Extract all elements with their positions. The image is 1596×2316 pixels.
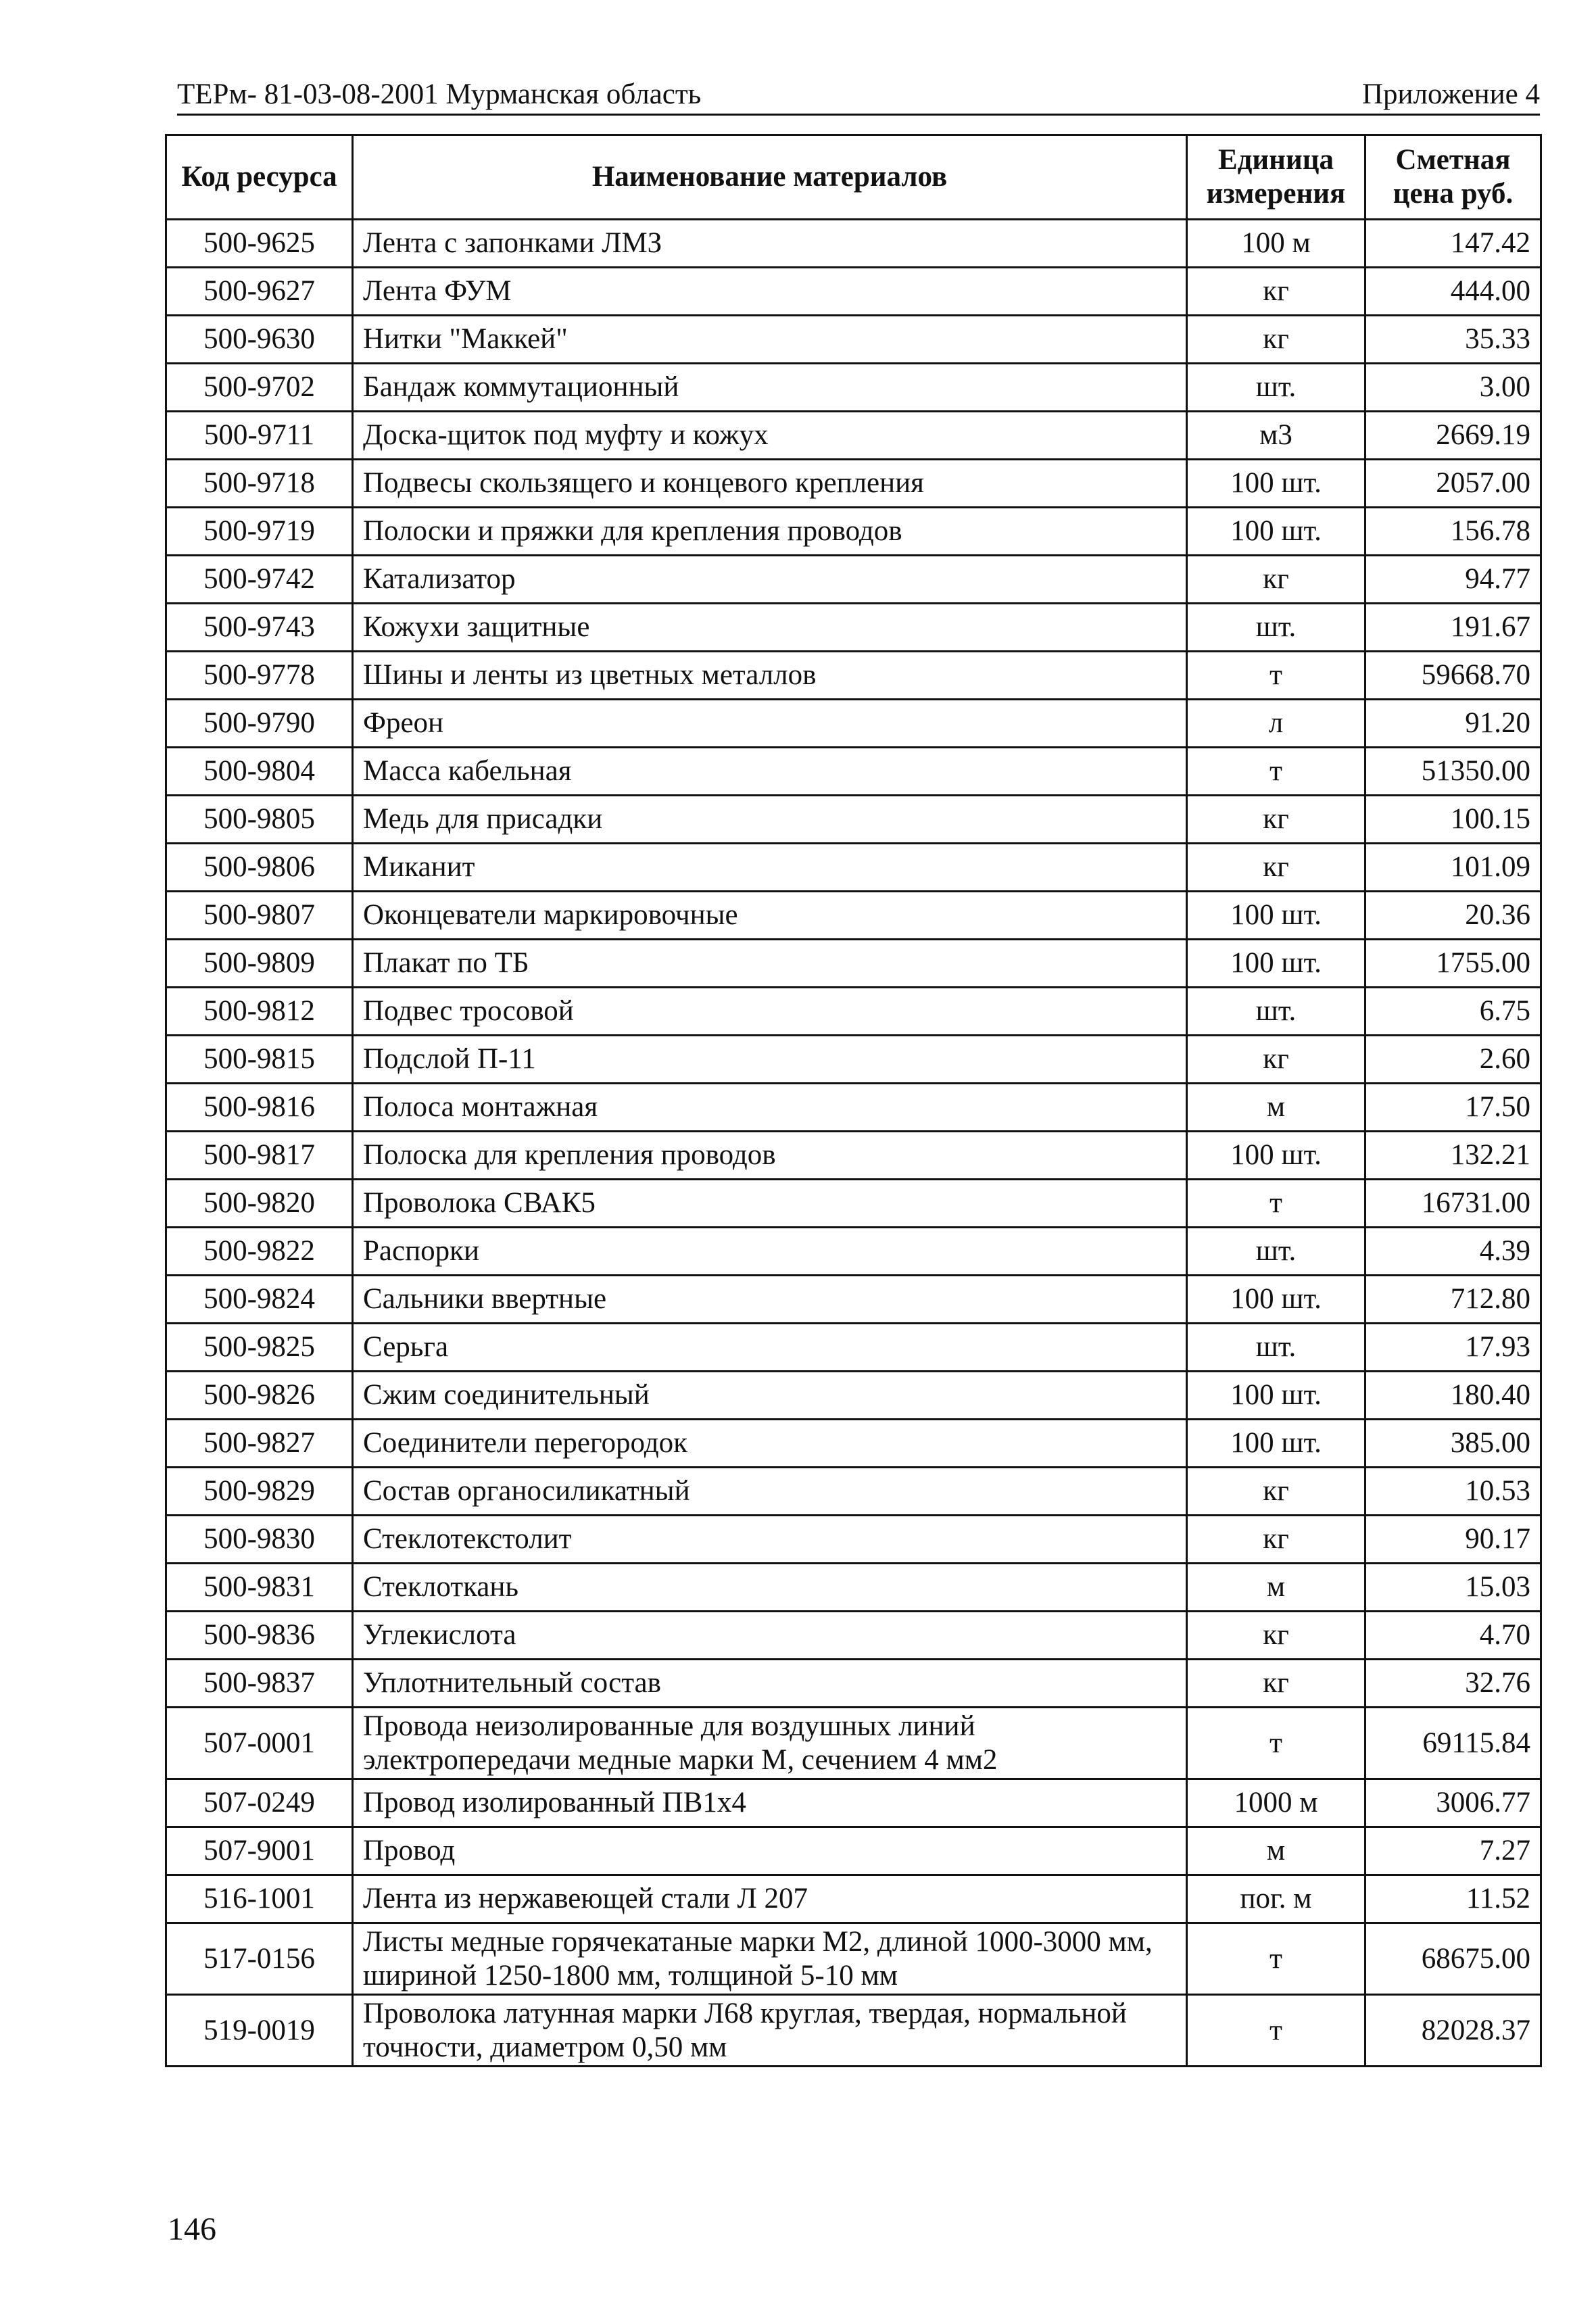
- table-row: [166, 1660, 1541, 1708]
- price-cell: 4.70: [1365, 1612, 1541, 1660]
- table-row: [166, 364, 1541, 412]
- material-name-cell: Доска-щиток под муфту и кожух: [353, 412, 1187, 460]
- price-cell: 132.21: [1365, 1132, 1541, 1180]
- table-row: [166, 1372, 1541, 1420]
- resource-code-cell: 500-9742: [166, 556, 353, 604]
- table-body: [166, 220, 1541, 2067]
- material-name-cell: Оконцеватели маркировочные: [353, 892, 1187, 940]
- material-name-cell: Проволока СВАК5: [353, 1180, 1187, 1228]
- material-name-cell: Проволока латунная марки Л68 круглая, твердая, нормальной точности, диаметром 0,50 мм: [353, 1995, 1187, 2067]
- table-row: [166, 1708, 1541, 1779]
- material-name-cell: Фреон: [353, 700, 1187, 748]
- resource-code-cell: 500-9824: [166, 1276, 353, 1324]
- material-name-cell: Углекислота: [353, 1612, 1187, 1660]
- resource-code-cell: 500-9829: [166, 1468, 353, 1516]
- unit-cell: шт.: [1187, 604, 1365, 652]
- material-name-cell: Соединители перегородок: [353, 1420, 1187, 1468]
- material-name-cell: Провода неизолированные для воздушных линий электропередачи медные марки М, сечением 4 мм2: [353, 1708, 1187, 1779]
- column-header-price: Сметная цена руб.: [1365, 135, 1541, 220]
- appendix-label: Приложение 4: [1361, 78, 1540, 110]
- resource-code-cell: 500-9702: [166, 364, 353, 412]
- price-cell: 82028.37: [1365, 1995, 1541, 2067]
- price-cell: 4.39: [1365, 1228, 1541, 1276]
- material-name-cell: Шины и ленты из цветных металлов: [353, 652, 1187, 700]
- table-row: [166, 796, 1541, 844]
- table-row: [166, 1132, 1541, 1180]
- column-header-code: Код ресурса: [166, 135, 353, 220]
- price-cell: 444.00: [1365, 268, 1541, 316]
- table-row: [166, 412, 1541, 460]
- header-divider: [177, 114, 1540, 116]
- table-row: [166, 220, 1541, 268]
- unit-cell: шт.: [1187, 364, 1365, 412]
- unit-cell: м: [1187, 1564, 1365, 1612]
- unit-cell: 100 шт.: [1187, 1276, 1365, 1324]
- resource-code-cell: 500-9743: [166, 604, 353, 652]
- material-name-cell: Плакат по ТБ: [353, 940, 1187, 988]
- unit-cell: 100 шт.: [1187, 1372, 1365, 1420]
- unit-cell: м: [1187, 1827, 1365, 1875]
- table-row: [166, 1036, 1541, 1084]
- price-cell: 6.75: [1365, 988, 1541, 1036]
- resource-code-cell: 507-9001: [166, 1827, 353, 1875]
- price-cell: 94.77: [1365, 556, 1541, 604]
- unit-cell: 100 шт.: [1187, 940, 1365, 988]
- material-name-cell: Бандаж коммутационный: [353, 364, 1187, 412]
- unit-cell: м: [1187, 1084, 1365, 1132]
- resource-code-cell: 517-0156: [166, 1923, 353, 1995]
- resource-code-cell: 500-9837: [166, 1660, 353, 1708]
- price-cell: 3.00: [1365, 364, 1541, 412]
- material-name-cell: Полоски и пряжки для крепления проводов: [353, 508, 1187, 556]
- material-name-cell: Медь для присадки: [353, 796, 1187, 844]
- table-row: [166, 1324, 1541, 1372]
- price-cell: 100.15: [1365, 796, 1541, 844]
- unit-cell: т: [1187, 1995, 1365, 2067]
- price-cell: 191.67: [1365, 604, 1541, 652]
- resource-code-cell: 500-9719: [166, 508, 353, 556]
- unit-cell: кг: [1187, 1036, 1365, 1084]
- table-row: [166, 748, 1541, 796]
- price-cell: 3006.77: [1365, 1779, 1541, 1827]
- material-name-cell: Стеклотекстолит: [353, 1516, 1187, 1564]
- material-name-cell: Состав органосиликатный: [353, 1468, 1187, 1516]
- resource-code-cell: 500-9815: [166, 1036, 353, 1084]
- unit-cell: л: [1187, 700, 1365, 748]
- unit-cell: 100 шт.: [1187, 460, 1365, 508]
- material-name-cell: Провод: [353, 1827, 1187, 1875]
- unit-cell: кг: [1187, 556, 1365, 604]
- price-cell: 2057.00: [1365, 460, 1541, 508]
- table-row: [166, 1995, 1541, 2067]
- material-name-cell: Стеклоткань: [353, 1564, 1187, 1612]
- material-name-cell: Уплотнительный состав: [353, 1660, 1187, 1708]
- resource-code-cell: 500-9711: [166, 412, 353, 460]
- table-row: [166, 940, 1541, 988]
- material-name-cell: Нитки "Маккей": [353, 316, 1187, 364]
- price-cell: 16731.00: [1365, 1180, 1541, 1228]
- unit-cell: м3: [1187, 412, 1365, 460]
- price-cell: 69115.84: [1365, 1708, 1541, 1779]
- table-row: [166, 1779, 1541, 1827]
- resource-code-cell: 516-1001: [166, 1875, 353, 1923]
- price-cell: 20.36: [1365, 892, 1541, 940]
- material-name-cell: Кожухи защитные: [353, 604, 1187, 652]
- table-row: [166, 892, 1541, 940]
- resource-code-cell: 507-0001: [166, 1708, 353, 1779]
- material-name-cell: Лента ФУМ: [353, 268, 1187, 316]
- unit-cell: шт.: [1187, 1228, 1365, 1276]
- price-cell: 68675.00: [1365, 1923, 1541, 1995]
- price-cell: 90.17: [1365, 1516, 1541, 1564]
- table-header-row: [166, 135, 1541, 220]
- resource-code-cell: 500-9630: [166, 316, 353, 364]
- resource-code-cell: 519-0019: [166, 1995, 353, 2067]
- table-row: [166, 1875, 1541, 1923]
- table-row: [166, 1827, 1541, 1875]
- price-cell: 7.27: [1365, 1827, 1541, 1875]
- page-number: 146: [168, 2211, 216, 2247]
- resource-code-cell: 500-9825: [166, 1324, 353, 1372]
- unit-cell: шт.: [1187, 1324, 1365, 1372]
- unit-cell: т: [1187, 748, 1365, 796]
- unit-cell: кг: [1187, 1612, 1365, 1660]
- table-row: [166, 1084, 1541, 1132]
- resource-code-cell: 507-0249: [166, 1779, 353, 1827]
- table-row: [166, 1468, 1541, 1516]
- resource-code-cell: 500-9817: [166, 1132, 353, 1180]
- material-name-cell: Сжим соединительный: [353, 1372, 1187, 1420]
- price-cell: 1755.00: [1365, 940, 1541, 988]
- unit-cell: 100 шт.: [1187, 892, 1365, 940]
- unit-cell: пог. м: [1187, 1875, 1365, 1923]
- price-cell: 2.60: [1365, 1036, 1541, 1084]
- page-header: [177, 74, 1540, 115]
- table-row: [166, 508, 1541, 556]
- table-row: [166, 1564, 1541, 1612]
- table-row: [166, 556, 1541, 604]
- table-row: [166, 844, 1541, 892]
- table-row: [166, 1180, 1541, 1228]
- price-cell: 2669.19: [1365, 412, 1541, 460]
- table-row: [166, 988, 1541, 1036]
- material-name-cell: Масса кабельная: [353, 748, 1187, 796]
- resource-code-cell: 500-9790: [166, 700, 353, 748]
- price-cell: 156.78: [1365, 508, 1541, 556]
- column-header-unit: Единица измерения: [1187, 135, 1365, 220]
- unit-cell: т: [1187, 1708, 1365, 1779]
- material-name-cell: Лента из нержавеющей стали Л 207: [353, 1875, 1187, 1923]
- document-title: ТЕРм- 81-03-08-2001 Мурманская область: [177, 78, 702, 110]
- material-name-cell: Подвесы скользящего и концевого крепления: [353, 460, 1187, 508]
- price-cell: 91.20: [1365, 700, 1541, 748]
- price-cell: 32.76: [1365, 1660, 1541, 1708]
- resource-code-cell: 500-9816: [166, 1084, 353, 1132]
- price-cell: 180.40: [1365, 1372, 1541, 1420]
- table-row: [166, 460, 1541, 508]
- unit-cell: т: [1187, 1923, 1365, 1995]
- material-name-cell: Серьга: [353, 1324, 1187, 1372]
- unit-cell: 1000 м: [1187, 1779, 1365, 1827]
- unit-cell: кг: [1187, 1660, 1365, 1708]
- resource-code-cell: 500-9822: [166, 1228, 353, 1276]
- material-name-cell: Миканит: [353, 844, 1187, 892]
- table-row: [166, 1420, 1541, 1468]
- unit-cell: шт.: [1187, 988, 1365, 1036]
- unit-cell: кг: [1187, 316, 1365, 364]
- resource-code-cell: 500-9809: [166, 940, 353, 988]
- material-name-cell: Распорки: [353, 1228, 1187, 1276]
- resource-code-cell: 500-9804: [166, 748, 353, 796]
- material-name-cell: Катализатор: [353, 556, 1187, 604]
- material-name-cell: Лента с запонками ЛМЗ: [353, 220, 1187, 268]
- table-row: [166, 1276, 1541, 1324]
- resource-code-cell: 500-9805: [166, 796, 353, 844]
- unit-cell: кг: [1187, 1516, 1365, 1564]
- material-name-cell: Сальники ввертные: [353, 1276, 1187, 1324]
- price-cell: 147.42: [1365, 220, 1541, 268]
- price-cell: 35.33: [1365, 316, 1541, 364]
- price-cell: 17.50: [1365, 1084, 1541, 1132]
- resource-code-cell: 500-9827: [166, 1420, 353, 1468]
- resource-code-cell: 500-9627: [166, 268, 353, 316]
- price-cell: 385.00: [1365, 1420, 1541, 1468]
- unit-cell: 100 шт.: [1187, 1132, 1365, 1180]
- resource-code-cell: 500-9625: [166, 220, 353, 268]
- table-row: [166, 1612, 1541, 1660]
- table-row: [166, 700, 1541, 748]
- price-cell: 59668.70: [1365, 652, 1541, 700]
- table-row: [166, 604, 1541, 652]
- materials-table: [165, 134, 1542, 2067]
- resource-code-cell: 500-9778: [166, 652, 353, 700]
- resource-code-cell: 500-9807: [166, 892, 353, 940]
- unit-cell: кг: [1187, 796, 1365, 844]
- table-row: [166, 1228, 1541, 1276]
- table-row: [166, 1516, 1541, 1564]
- material-name-cell: Полоса монтажная: [353, 1084, 1187, 1132]
- resource-code-cell: 500-9830: [166, 1516, 353, 1564]
- unit-cell: кг: [1187, 1468, 1365, 1516]
- price-cell: 712.80: [1365, 1276, 1541, 1324]
- table-row: [166, 268, 1541, 316]
- column-header-name: Наименование материалов: [353, 135, 1187, 220]
- resource-code-cell: 500-9718: [166, 460, 353, 508]
- resource-code-cell: 500-9836: [166, 1612, 353, 1660]
- material-name-cell: Подслой П-11: [353, 1036, 1187, 1084]
- price-cell: 101.09: [1365, 844, 1541, 892]
- table-row: [166, 652, 1541, 700]
- table-row: [166, 316, 1541, 364]
- unit-cell: кг: [1187, 844, 1365, 892]
- price-cell: 17.93: [1365, 1324, 1541, 1372]
- unit-cell: 100 шт.: [1187, 508, 1365, 556]
- resource-code-cell: 500-9831: [166, 1564, 353, 1612]
- price-cell: 51350.00: [1365, 748, 1541, 796]
- unit-cell: кг: [1187, 268, 1365, 316]
- material-name-cell: Листы медные горячекатаные марки М2, длиной 1000-3000 мм, шириной 1250-1800 мм, толщиной 5-10 мм: [353, 1923, 1187, 1995]
- price-cell: 15.03: [1365, 1564, 1541, 1612]
- material-name-cell: Подвес тросовой: [353, 988, 1187, 1036]
- table-row: [166, 1923, 1541, 1995]
- price-cell: 10.53: [1365, 1468, 1541, 1516]
- resource-code-cell: 500-9806: [166, 844, 353, 892]
- resource-code-cell: 500-9812: [166, 988, 353, 1036]
- unit-cell: 100 шт.: [1187, 1420, 1365, 1468]
- resource-code-cell: 500-9826: [166, 1372, 353, 1420]
- material-name-cell: Провод изолированный ПВ1х4: [353, 1779, 1187, 1827]
- resource-code-cell: 500-9820: [166, 1180, 353, 1228]
- unit-cell: т: [1187, 652, 1365, 700]
- material-name-cell: Полоска для крепления проводов: [353, 1132, 1187, 1180]
- unit-cell: 100 м: [1187, 220, 1365, 268]
- unit-cell: т: [1187, 1180, 1365, 1228]
- price-cell: 11.52: [1365, 1875, 1541, 1923]
